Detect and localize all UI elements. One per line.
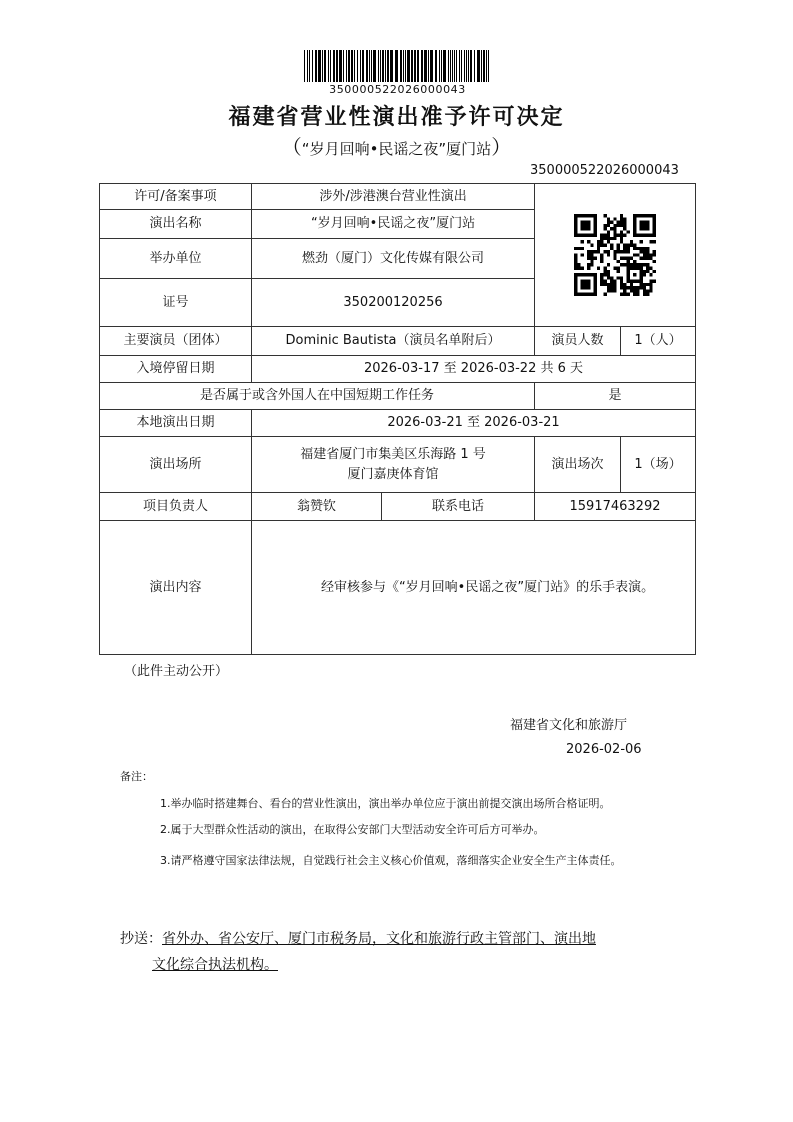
performer-label: 主要演员（团体） xyxy=(100,327,252,356)
document-number: 350000522026000043 xyxy=(530,163,679,178)
table-row xyxy=(100,493,696,521)
local-dates-label: 本地演出日期 xyxy=(100,410,252,437)
performer-count-label: 演员人数 xyxy=(535,327,621,356)
issue-date: 2026-02-06 xyxy=(566,742,642,757)
barcode-image xyxy=(304,50,491,82)
subtitle-close-paren: ） xyxy=(491,135,512,159)
remark-note-3: 3.请严格遵守国家法律法规，自觉践行社会主义核心价值观，落细落实企业安全生产主体责任。 xyxy=(160,854,622,867)
qr-code-image xyxy=(574,214,656,296)
foreign-work-label: 是否属于或含外国人在中国短期工作任务 xyxy=(100,383,535,410)
cc-line-1 xyxy=(120,926,596,952)
venue-label: 演出场所 xyxy=(100,437,252,493)
remark-note-1: 1.举办临时搭建舞台、看台的营业性演出，演出举办单位应于演出前提交演出场所合格证明。 xyxy=(160,797,611,810)
performer-value: Dominic Bautista（演员名单附后） xyxy=(252,327,535,356)
phone-label: 联系电话 xyxy=(382,493,535,521)
organizer-value: 燃劲（厦门）文化传媒有限公司 xyxy=(252,239,535,279)
issuer-name: 福建省文化和旅游厅 xyxy=(510,718,628,733)
content-label: 演出内容 xyxy=(100,521,252,655)
table-row xyxy=(100,521,696,655)
barcode-number: 350000522026000043 xyxy=(329,83,466,96)
qr-cell xyxy=(535,184,696,327)
table-row xyxy=(100,327,696,356)
table-row xyxy=(100,410,696,437)
license-item-value: 涉外/涉港澳台营业性演出 xyxy=(252,184,535,210)
table-row xyxy=(100,383,696,410)
manager-label: 项目负责人 xyxy=(100,493,252,521)
manager-value: 翁赞钦 xyxy=(252,493,382,521)
remarks-label: 备注： xyxy=(120,770,153,783)
remark-note-2: 2.属于大型群众性活动的演出，在取得公安部门大型活动安全许可后方可举办。 xyxy=(160,823,545,836)
venue-line-1: 福建省厦门市集美区乐海路 1 号 xyxy=(300,446,486,462)
sessions-label: 演出场次 xyxy=(535,437,621,493)
phone-value: 15917463292 xyxy=(535,493,696,521)
cc-recipients-1: 省外办、省公安厅、厦门市税务局，文化和旅游行政主管部门、演出地 xyxy=(162,931,596,947)
local-dates-value: 2026-03-21 至 2026-03-21 xyxy=(252,410,696,437)
table-row xyxy=(100,184,696,210)
entry-dates-label: 入境停留日期 xyxy=(100,356,252,383)
cert-label: 证号 xyxy=(100,279,252,327)
show-name-value: “岁月回响•民谣之夜”厦门站 xyxy=(252,210,535,239)
document-title: 福建省营业性演出准予许可决定 xyxy=(228,105,565,130)
venue-value xyxy=(252,437,535,493)
foreign-work-value: 是 xyxy=(535,383,696,410)
sessions-value: 1（场） xyxy=(621,437,696,493)
entry-dates-value: 2026-03-17 至 2026-03-22 共 6 天 xyxy=(252,356,696,383)
show-name-label: 演出名称 xyxy=(100,210,252,239)
content-value: 经审核参与《“岁月回响•民谣之夜”厦门站》的乐手表演。 xyxy=(252,521,696,655)
performer-count-value: 1（人） xyxy=(621,327,696,356)
document-subtitle xyxy=(0,131,793,160)
cc-recipients-2: 文化综合执法机构。 xyxy=(152,957,278,973)
organizer-label: 举办单位 xyxy=(100,239,252,279)
venue-line-2: 厦门嘉庚体育馆 xyxy=(347,466,439,482)
table-row xyxy=(100,437,696,493)
cc-label: 抄送： xyxy=(120,931,162,947)
cert-value: 350200120256 xyxy=(252,279,535,327)
cc-section xyxy=(120,926,596,978)
permit-table xyxy=(99,183,696,655)
table-row xyxy=(100,356,696,383)
license-item-label: 许可/备案事项 xyxy=(100,184,252,210)
subtitle-text: “岁月回响•民谣之夜”厦门站 xyxy=(301,140,492,158)
subtitle-open-paren: （ xyxy=(281,135,302,159)
public-note: （此件主动公开） xyxy=(124,664,229,679)
